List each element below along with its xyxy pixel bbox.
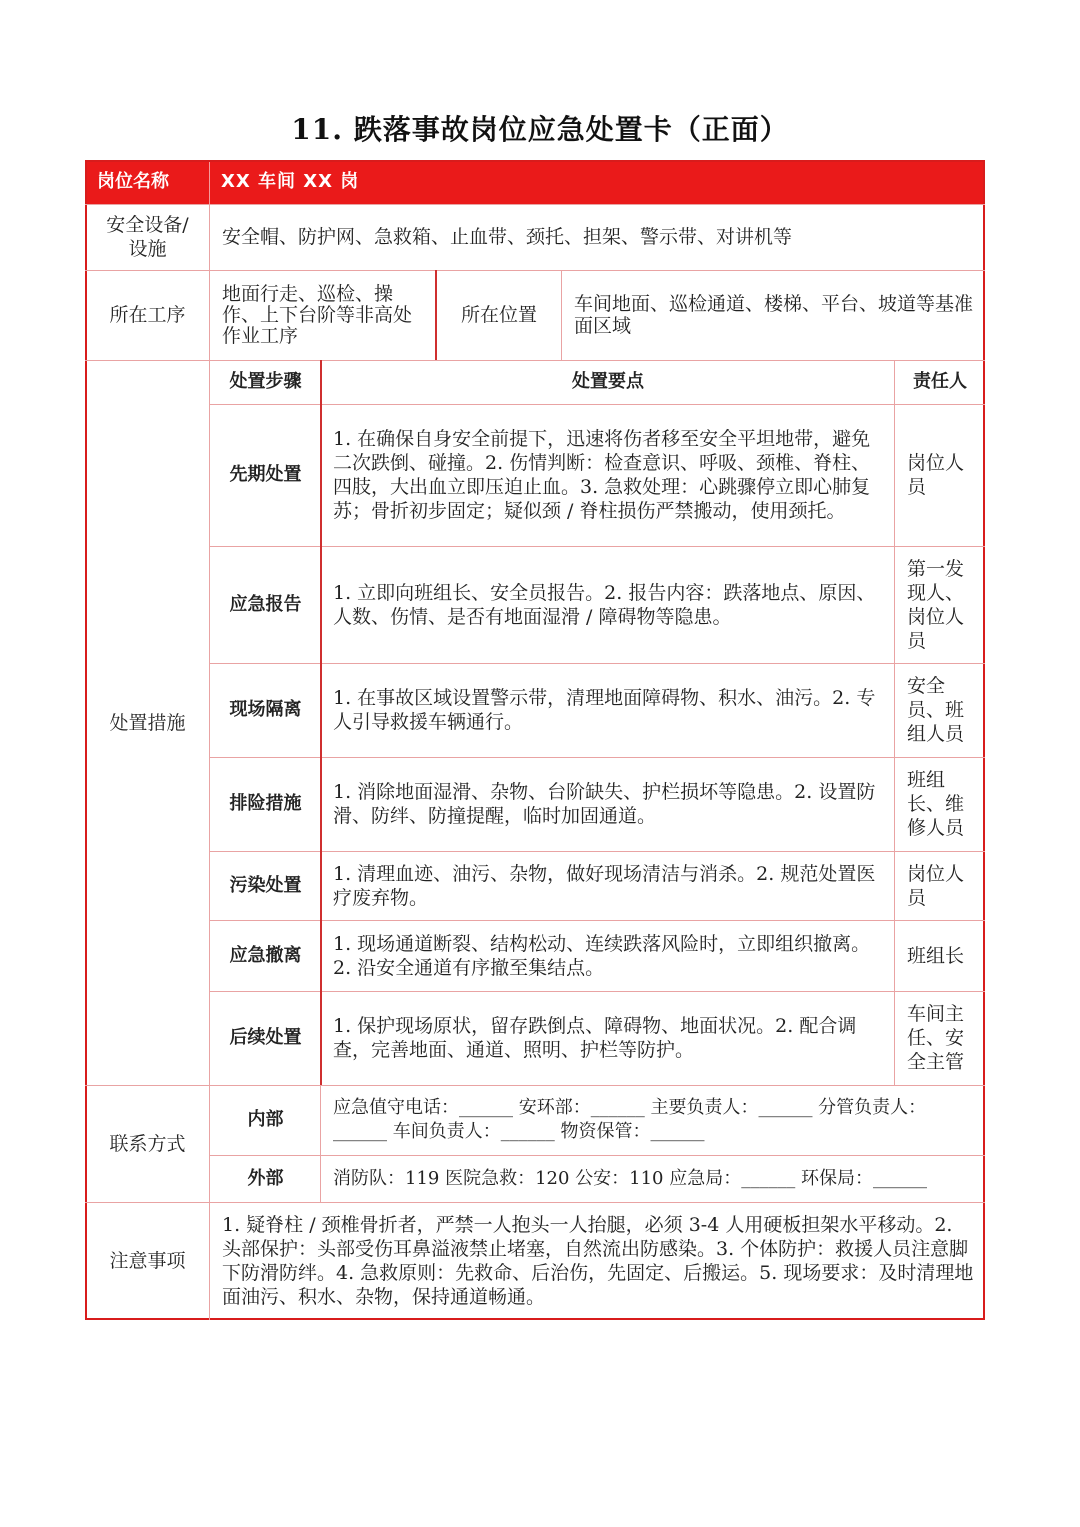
step-person: 安全员、班组人员 bbox=[907, 675, 965, 745]
contact-label: 联系方式 bbox=[109, 1132, 186, 1155]
measures-label: 处置措施 bbox=[109, 711, 186, 734]
step-person: 岗位人员 bbox=[907, 862, 965, 909]
step-points: 1. 现场通道断裂、结构松动、连续跌落风险时，立即组织撤离。2. 沿安全通道有序撤至集结点。 bbox=[333, 932, 871, 979]
position-label: 所在位置 bbox=[460, 304, 537, 326]
step-person: 岗位人员 bbox=[907, 452, 965, 498]
external-value: 消防队：119 医院急救：120 公安：110 应急局：______ 环保局：______ bbox=[333, 1167, 927, 1189]
step-label: 污染处置 bbox=[229, 874, 302, 896]
step-person: 第一发现人、岗位人员 bbox=[907, 557, 965, 652]
safety-value: 安全帽、防护网、急救箱、止血带、颈托、担架、警示带、对讲机等 bbox=[222, 226, 793, 248]
step-label: 先期处置 bbox=[229, 464, 302, 485]
post-name-value: XX 车间 XX 岗 bbox=[221, 171, 360, 192]
internal-value: 应急值守电话：______ 安环部：______ 主要负责人：______ 分管负责人：______ 车间负责人：______ 物资保管：______ bbox=[333, 1097, 927, 1142]
step-points: 1. 保护现场原状，留存跌倒点、障碍物、地面状况。2. 配合调查，完善地面、通道、照明、护栏等防护。 bbox=[333, 1015, 857, 1061]
step-points: 1. 清理血迹、油污、杂物，做好现场清洁与消杀。2. 规范处置医疗废弃物。 bbox=[333, 862, 876, 909]
col-header-step: 处置步骤 bbox=[229, 371, 302, 392]
step-label: 排险措施 bbox=[229, 793, 302, 814]
step-label: 后续处置 bbox=[229, 1027, 302, 1048]
step-person: 班组长 bbox=[907, 944, 965, 967]
notes-value: 1. 疑脊柱 / 颈椎骨折者，严禁一人抱头一人抬腿，必须 3-4 人用硬板担架水平移动。2. 头部保护：头部受伤耳鼻溢液禁止堵塞，自然流出防感染。3. 个体防护：救援人员注意脚下防滑防绊。4. 急救原则：先救命、后治伤，先固定、后搬运。5. 现场要求：及时清理地面油污、积水、杂物，保持通道畅通。 bbox=[222, 1214, 974, 1308]
step-points: 1. 立即向班组长、安全员报告。2. 报告内容：跌落地点、原因、人数、伤情、是否有地面湿滑 / 障碍物等隐患。 bbox=[333, 581, 876, 628]
col-header-person: 责任人 bbox=[913, 371, 967, 392]
step-label: 现场隔离 bbox=[229, 699, 302, 720]
safety-label: 安全设备/ 设施 bbox=[106, 214, 189, 260]
external-label: 外部 bbox=[247, 1167, 284, 1189]
step-label: 应急报告 bbox=[229, 593, 302, 615]
step-label: 应急撤离 bbox=[229, 944, 302, 966]
process-label: 所在工序 bbox=[109, 304, 186, 326]
post-name-label: 岗位名称 bbox=[97, 171, 169, 192]
position-value: 车间地面、巡检通道、楼梯、平台、坡道等基准面区域 bbox=[574, 293, 974, 337]
step-points: 1. 消除地面湿滑、杂物、台阶缺失、护栏损坏等隐患。2. 设置防滑、防绊、防撞提醒，临时加固通道。 bbox=[333, 781, 876, 827]
col-header-points: 处置要点 bbox=[572, 371, 644, 392]
step-points: 1. 在事故区域设置警示带，清理地面障碍物、积水、油污。2. 专人引导救援车辆通行。 bbox=[333, 687, 876, 733]
internal-label: 内部 bbox=[247, 1109, 284, 1130]
step-person: 班组长、维修人员 bbox=[907, 769, 965, 839]
process-value: 地面行走、巡检、操作、上下台阶等非高处作业工序 bbox=[222, 282, 413, 347]
step-person: 车间主任、安全主管 bbox=[907, 1003, 965, 1073]
notes-label: 注意事项 bbox=[109, 1250, 186, 1272]
page-title: 11. 跌落事故岗位应急处置卡（正面） bbox=[291, 113, 789, 146]
step-points: 1. 在确保自身安全前提下，迅速将伤者移至安全平坦地带，避免二次跌倒、碰撞。2. 伤情判断：检查意识、呼吸、颈椎、脊柱、四肢，大出血立即压迫止血。3. 急救处理：心跳骤停立即心肺复苏；骨折初步固定；疑似颈 / 脊柱损伤严禁搬动，使用颈托。 bbox=[333, 428, 871, 522]
